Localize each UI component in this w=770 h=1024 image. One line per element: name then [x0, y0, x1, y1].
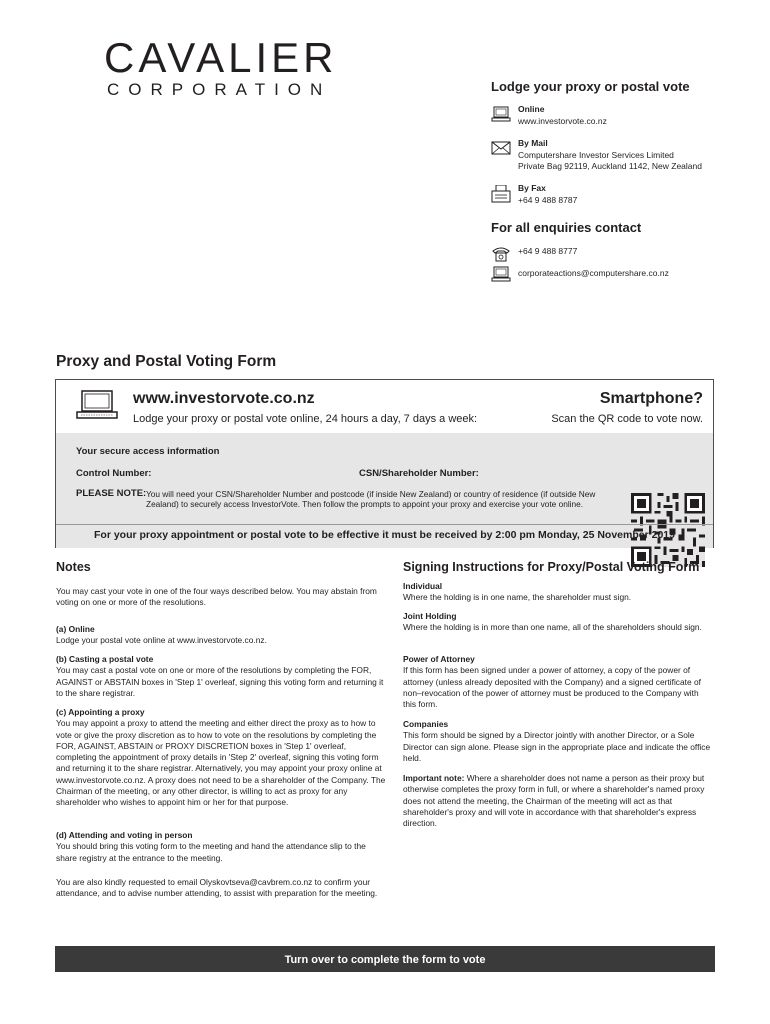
- scan-qr-text: Scan the QR code to vote now.: [551, 413, 703, 425]
- laptop-icon: [491, 106, 511, 122]
- fax-icon: [491, 185, 511, 203]
- csn-label: CSN/Shareholder Number:: [359, 468, 479, 479]
- important-label: Important note:: [403, 773, 465, 783]
- telephone-icon: [491, 246, 511, 262]
- signing-joint: [403, 611, 713, 634]
- poa-title: Power of Attorney: [403, 654, 475, 664]
- note-a-title: (a) Online: [56, 624, 95, 634]
- secure-access-panel: [56, 433, 713, 548]
- please-note-text: You will need your CSN/Shareholder Number and postcode (if inside New Zealand) or country of residence (if outside New Zealand) to securely access InvestorVote. Then follow the prompts to appoint your proxy and exercise your vote online.: [146, 489, 596, 509]
- individual-title: Individual: [403, 581, 443, 591]
- note-email-request: You are also kindly requested to email Olyskovtseva@cavbrem.co.nz to confirm your attendance, and to advise number attending, to assist with preparation for the meeting.: [56, 877, 378, 899]
- deadline-notice: For your proxy appointment or postal vote to be effective it must be received by 2:00 pm Monday, 25 November 2019: [94, 529, 675, 541]
- secure-access-heading: Your secure access information: [76, 446, 220, 457]
- note-d: [56, 830, 386, 864]
- turn-over-banner: Turn over to complete the form to vote: [55, 946, 715, 972]
- envelope-icon: [491, 140, 511, 156]
- companies-text: This form should be signed by a Director jointly with another Director, or a Sole Director can sign alone. Please sign in the appropriate place and indicate the office held.: [403, 730, 711, 763]
- note-a: [56, 624, 386, 647]
- signing-poa: [403, 654, 713, 710]
- signing-companies: [403, 719, 713, 764]
- fax-number: +64 9 488 8787: [518, 194, 578, 205]
- company-logo-wordmark: CAVALIER: [104, 34, 338, 81]
- individual-text: Where the holding is in one name, the shareholder must sign.: [403, 592, 632, 603]
- online-url[interactable]: www.investorvote.co.nz: [518, 115, 607, 126]
- note-d-text: You should bring this voting form to the meeting and hand the attendance slip to the share registry at the entrance to the meeting.: [56, 841, 366, 863]
- company-logo-subtitle: CORPORATION: [107, 80, 332, 99]
- divider: [56, 524, 713, 525]
- note-c-title: (c) Appointing a proxy: [56, 707, 145, 717]
- notes-heading: Notes: [56, 560, 91, 574]
- investorvote-url[interactable]: www.investorvote.co.nz: [133, 390, 315, 407]
- signing-heading: Signing Instructions for Proxy/Postal Voting Form: [403, 560, 700, 574]
- note-b-text: You may cast a postal vote on one or more of the resolutions by completing the FOR, AGAINST or ABSTAIN boxes in 'Step 1' overleaf, signing this voting form and returning it to the share registrar.: [56, 665, 384, 698]
- online-label: Online: [518, 104, 545, 114]
- note-c: [56, 707, 386, 809]
- fax-label: By Fax: [518, 183, 546, 193]
- laptop-icon: [76, 390, 118, 420]
- please-note-label: PLEASE NOTE:: [76, 488, 147, 499]
- note-d-title: (d) Attending and voting in person: [56, 830, 193, 840]
- mail-line-2: Private Bag 92119, Auckland 1142, New Zealand: [518, 161, 702, 171]
- enquiry-email[interactable]: corporateactions@computershare.co.nz: [518, 268, 669, 278]
- mail-label: By Mail: [518, 138, 548, 148]
- enquiries-heading: For all enquiries contact: [491, 220, 642, 235]
- online-voting-band: [56, 380, 713, 433]
- laptop-icon: [491, 266, 511, 282]
- lodge-online-text: Lodge your proxy or postal vote online, 24 hours a day, 7 days a week:: [133, 413, 478, 425]
- companies-title: Companies: [403, 719, 449, 729]
- note-b-title: (b) Casting a postal vote: [56, 654, 154, 664]
- signing-important: [403, 773, 713, 829]
- poa-text: If this form has been signed under a power of attorney, a copy of the power of attorney (unless already deposited with the Company) and a signed certificate of non–revocation of the power of attorney must be produced to the Company with this form.: [403, 665, 701, 710]
- note-c-text: You may appoint a proxy to attend the meeting and either direct the proxy as to how to vote or give the proxy discretion as to how to vote on the resolutions by completing the FOR, AGAINST, ABSTAIN or PROXY DISCRETION boxes in 'Step 1' overleaf, completing the appointment of proxy details in 'Step 2' overleaf, signing this voting form and returning it to the share registrar. Alternatively, you may appoint your proxy online at www.investorvote.co.nz. A proxy does not need to be a shareholder of the Company. The Chairman of the meeting, or any other director, is willing to act as proxy for any shareholder who wishes to appoint him or her for that purpose.: [56, 718, 386, 808]
- note-a-text: Lodge your postal vote online at www.investorvote.co.nz.: [56, 635, 267, 646]
- notes-intro: You may cast your vote in one of the four ways described below. You may abstain from voting on one or more of the resolutions.: [56, 586, 377, 608]
- form-title: Proxy and Postal Voting Form: [56, 353, 277, 370]
- important-text: Where a shareholder does not name a person as their proxy but otherwise completes the proxy form in full, or where a shareholder's named proxy does not attend the meeting, the Chairman of the meeting will act as that shareholder's proxy and will vote in accordance with that shareholder's express direction.: [403, 773, 705, 829]
- lodge-heading: Lodge your proxy or postal vote: [491, 79, 690, 94]
- online-voting-box: [55, 379, 714, 548]
- smartphone-heading: Smartphone?: [599, 390, 703, 407]
- joint-text: Where the holding is in more than one name, all of the shareholders should sign.: [403, 622, 702, 633]
- control-number-label: Control Number:: [76, 468, 152, 479]
- mail-line-1: Computershare Investor Services Limited: [518, 149, 674, 160]
- note-b: [56, 654, 386, 699]
- joint-title: Joint Holding: [403, 611, 457, 621]
- signing-individual: [403, 581, 713, 604]
- phone-number: +64 9 488 8777: [518, 246, 578, 256]
